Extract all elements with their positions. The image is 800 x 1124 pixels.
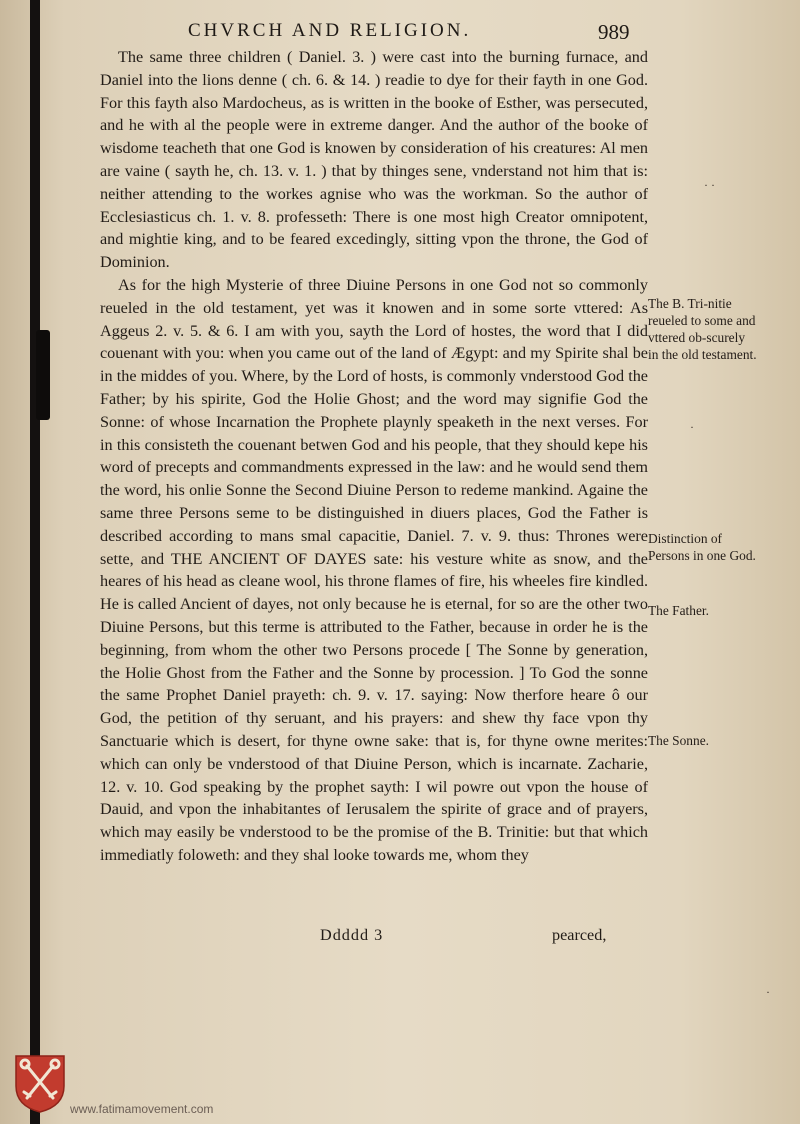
margin-note: Distinction of Persons in one God. xyxy=(648,531,756,563)
signature-mark: Ddddd 3 xyxy=(320,926,384,944)
ink-blot xyxy=(36,330,50,420)
speck: · xyxy=(766,985,770,999)
margin-note: The B. Tri-nitie reueled to some and vttered ob-scurely in the old testament. xyxy=(648,296,757,362)
binding-gutter xyxy=(30,0,40,1124)
page-header xyxy=(0,18,800,48)
page-number: 989 xyxy=(598,20,630,44)
running-head: CHVRCH AND RELIGION. xyxy=(188,20,472,41)
speck: · · xyxy=(704,178,715,192)
speck: · xyxy=(690,420,694,434)
papal-keys-shield-icon xyxy=(12,1052,68,1114)
margin-note: The Sonne. xyxy=(648,733,709,748)
website-watermark[interactable]: www.fatimamovement.com xyxy=(70,1102,214,1116)
paragraph: As for the high Mysterie of three Diuine Persons in one God not so commonly reueled in the old testament, yet was it knowen and in some sorte vttered: As Aggeus 2. v. 5. & 6. I am with you, sayth the Lord of hostes, the word that I did couenant with you: when you came out of the land of Ægypt: and my Spirite shal be in the middes of you. Where, by the Lord of hosts, is commonly vnderstood God the Father; by his spirite, God the Holie Ghost; and the word may signifie God the Sonne: of whose Incarnation the Prophete playnly speaketh in the next verses. For in this consisteth the couenant betwen God and his people, that they should kepe his word of precepts and commandments expressed in the law: and he would send them the word, his onlie Sonne the Second Diuine Person to redeme mankind. Againe the same three Persons seme to be distinguished in diuers places, God the Father is described according to mans smal capacitie, Daniel. 7. v. 9. thus: Thrones were sette, and THE ANCIENT OF DAYES sate: his vesture white as snow, and the heares of his head as cleane wool, his throne flames of fire, his wheeles fire kindled. He is called Ancient of dayes, not only because he is eternal, for so are the other two Diuine Persons, but this terme is attributed to the Father, because in order he is the beginning, from whom the other two Persons procede [ The Sonne by generation, the Holie Ghost from the Father and the Sonne by procession. ] To God the sonne the same Prophet Daniel prayeth: ch. 9. v. 17. saying: Now therfore heare ô our God, the petition of thy seruant, and his prayers: and shew thy face vpon thy Sanctuarie which is desert, for thyne owne sake: that is, for thyne owne merites: which can only be vnderstood of that Diuine Person, which is incarnate. Zacharie, 12. v. 10. God speaking by the prophet sayth: I wil powre out vpon the house of Dauid, and vpon the inhabitantes of Ierusalem the spirite of grace and of prayers, which may easily be vnderstood to be the promise of the B. Trinitie: but that which immediatly foloweth: and they shal looke towards me, whom they xyxy=(100,275,648,864)
margin-note: The Father. xyxy=(648,603,709,618)
main-text xyxy=(100,46,648,867)
footer xyxy=(0,1050,800,1120)
paragraph: The same three children ( Daniel. 3. ) were cast into the burning furnace, and Daniel into the lions denne ( ch. 6. & 14. ) readie to dye for their fayth in one God. For this fayth also Mardocheus, as is written in the booke of Esther, was persecuted, and he with al the people were in extreme danger. And the author of the booke of wisdome teacheth that one God is knowen by consideration of his creatures: Al men are vaine ( sayth he, ch. 13. v. 1. ) that by thinges sene, vnderstand not him that is: neither attending to the workes agnise who was the workman. So the author of Ecclesiasticus ch. 1. v. 8. professeth: There is one most high Creator omnipotent, and mightie king, and to be feared excedingly, sitting vpon the throne, the God of Dominion. xyxy=(100,48,648,272)
catchword: pearced, xyxy=(552,926,607,944)
